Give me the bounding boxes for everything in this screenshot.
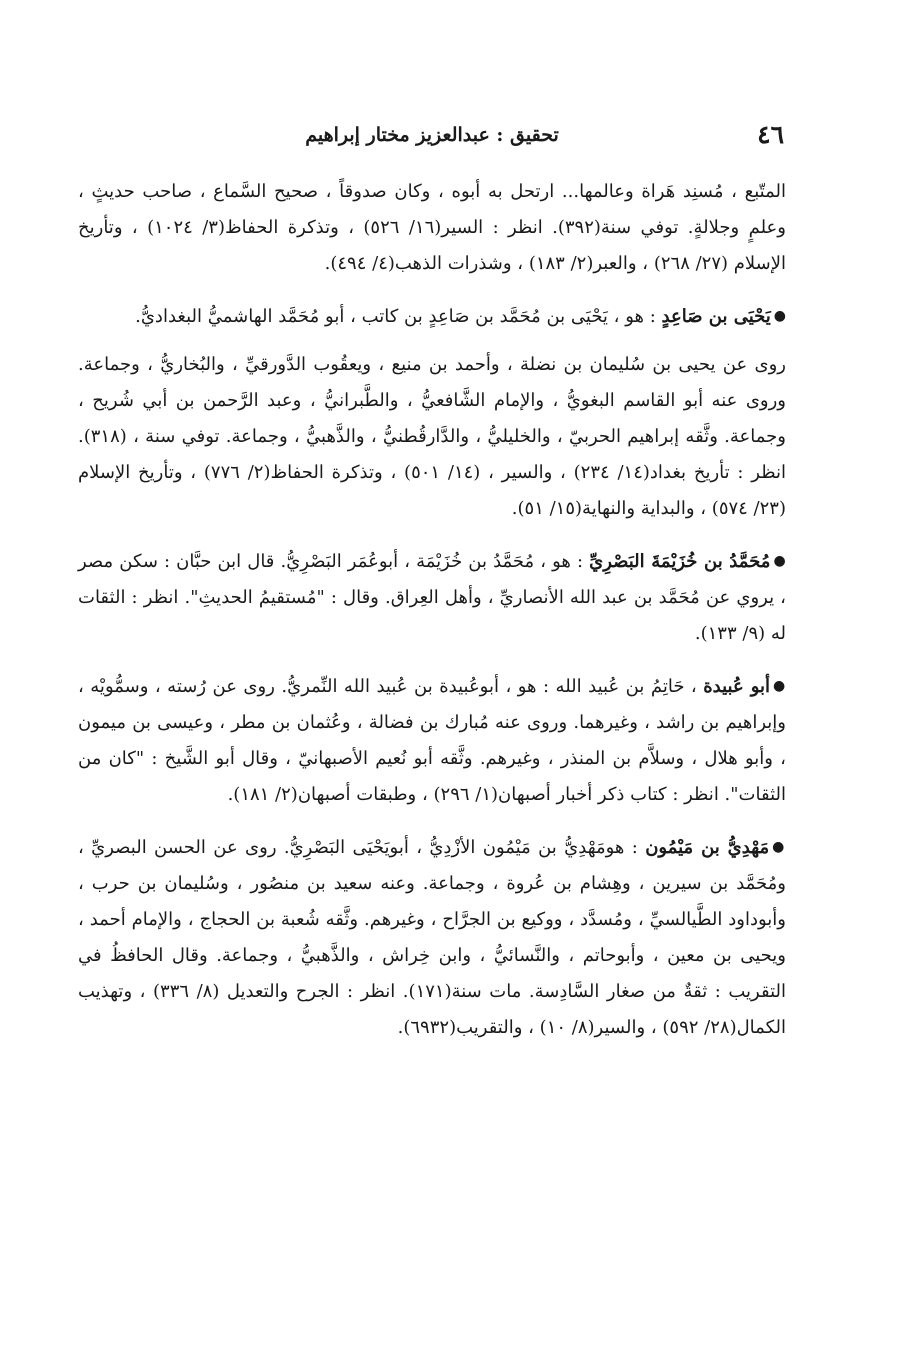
bullet-icon: ● (772, 839, 786, 855)
entry-name-mahdi: مَهْدِيُّ بن مَيْمُون (645, 837, 770, 858)
paragraph-4-text: : هو ، مُحَمَّدُ بن خُزَيْمَة ، أبوعُمَر البَصْرِيُّ. قال ابن حبَّان : سكن مصر ، يروي عن مُحَمَّد بن عبد الله الأنصاريِّ ، وأهل العِراق. وقال : "مُستقيمُ الحديثِ". انظر : الثقات له (٩/ ١٣٣). (78, 551, 786, 644)
document-page (78, 118, 786, 1062)
bullet-icon: ● (773, 308, 786, 324)
entry-name-muhammad-khuzayma: مُحَمَّدُ بن خُزَيْمَةَ البَصْرِيِّ (589, 551, 771, 572)
paragraph-1 (78, 174, 786, 282)
paragraph-5-text: ، حَاتِمُ بن عُبيد الله : هو ، أبوعُبيدة بن عُبيد الله النِّمريُّ. روى عن رُسته ، وسمُّويْه ، وإبراهيم بن راشد ، وغيرهما. وروى عنه مُبارك بن فضالة ، وعُثمان بن مطر ، وعيسى بن ميمون ، وأبو هلال ، وسلاَّم بن المنذر ، وغيرهم. وثَّقه أبو نُعيم الأصبهانيّ ، وقال أبو الشَّيخ : "كان من الثقات". انظر : كتاب ذكر أخبار أصبهان(١/ ٢٩٦) ، وطبقات أصبهان(٢/ ١٨١). (78, 676, 786, 805)
paragraph-2 (78, 298, 786, 335)
paragraph-4 (78, 543, 786, 652)
paragraph-6-text: : هومَهْدِيُّ بن مَيْمُون الأزْدِيُّ ، أبويَحْيَى البَصْرِيُّ. روى عن الحسن البصريِّ ، ومُحَمَّد بن سيرين ، وهِشام بن عُروة ، وجماعة. وعنه سعيد بن منصُور ، وسُليمان بن حرب ، وأبوداود الطَّيالسيِّ ، ومُسدَّد ، ووكيع بن الجرَّاح ، وغيرهم. وثَّقه شُعبة بن الحجاج ، والإمام أحمد ، ويحيى بن معين ، وأبوحاتم ، والنَّسائيُّ ، وابن خِراش ، والذَّهبيُّ ، وجماعة. وقال الحافظُ في التقريب : ثقةٌ من صغار السَّادِسة. مات سنة(١٧١). انظر : الجرح والتعديل (٨/ ٣٣٦) ، وتهذيب الكمال(٢٨/ ٥٩٢) ، والسير(٨/ ١٠) ، والتقريب(٦٩٣٢). (78, 837, 787, 1038)
page-header (78, 118, 786, 158)
bullet-icon: ● (773, 678, 787, 694)
paragraph-6 (78, 829, 786, 1046)
paragraph-3-text: روى عن يحيى بن سُليمان بن نضلة ، وأحمد بن منيع ، ويعقُوب الدَّورقيِّ ، والبُخاريُّ ، وجماعة. وروى عنه أبو القاسم البغويُّ ، والإمام الشَّافعيُّ ، والطَّبرانيُّ ، وعبد الرَّحمن بن أبي شُريح ، وجماعة. وثَّقه إبراهيم الحربيّ ، والخليليُّ ، والدَّارقُطنيُّ ، والذَّهبيُّ ، وجماعة. توفي سنة ، (٣١٨). انظر : تأريخ بغداد(١٤/ ٢٣٤) ، والسير ، (١٤/ ٥٠١) ، وتذكرة الحفاظ(٢/ ٧٧٦) ، وتأريخ الإسلام (٢٣/ ٥٧٤) ، والبداية والنهاية(١٥/ ٥١). (78, 354, 786, 519)
page-number: ٤٦ (757, 120, 784, 149)
paragraph-5 (78, 668, 786, 813)
entry-name-yahya: يَحْيَى بن صَاعِدٍ (661, 306, 771, 327)
running-title: تحقيق : عبدالعزيز مختار إبراهيم (305, 124, 559, 146)
bullet-icon: ● (773, 553, 786, 569)
body-text (78, 174, 786, 1046)
entry-name-abu-ubayda: أبو عُبيدة (703, 676, 771, 697)
paragraph-3 (78, 347, 786, 527)
paragraph-2-text: : هو ، يَحْيَى بن مُحَمَّد بن صَاعِدٍ بن كاتب ، أبو مُحَمَّد الهاشميُّ البغداديُّ. (135, 306, 656, 327)
paragraph-1-text: المتّبع ، مُسنِد هَراة وعالمها... ارتحل به أبوه ، وكان صدوقاً ، صحيح السَّماع ، صاحب حديثٍ ، وعلمٍ وجلالةٍ. توفي سنة(٣٩٢). انظر : السير(١٦/ ٥٢٦) ، وتذكرة الحفاظ(٣/ ١٠٢٤) ، وتأريخ الإسلام (٢٧/ ٢٦٨) ، والعبر(٢/ ١٨٣) ، وشذرات الذهب(٤/ ٤٩٤). (78, 181, 786, 274)
